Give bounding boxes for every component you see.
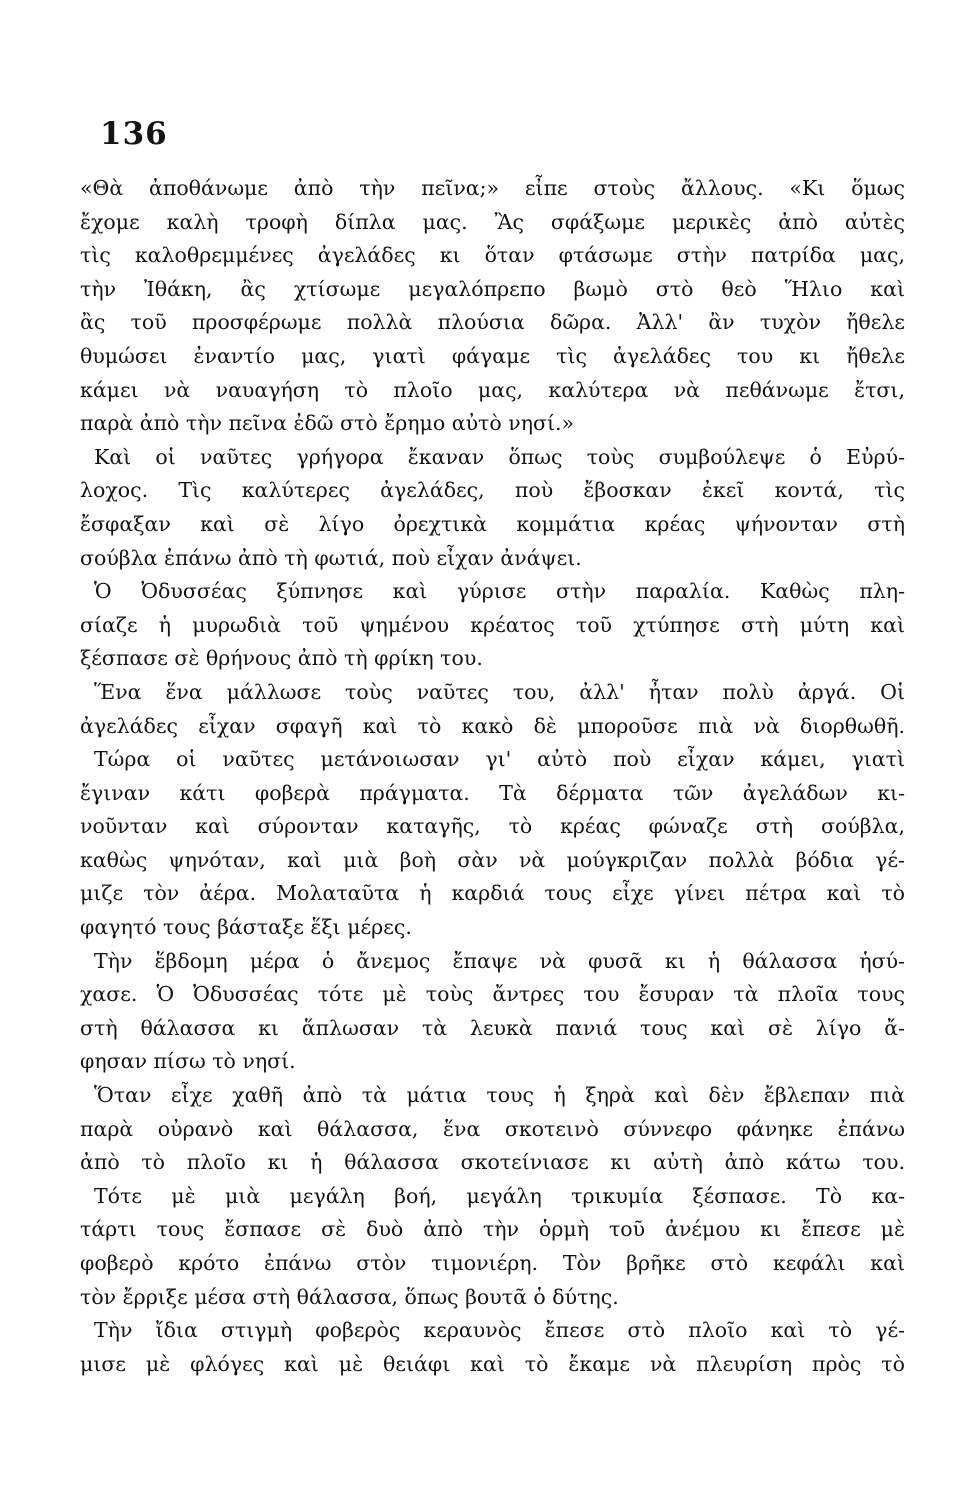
text-line: Τώρα οἱ ναῦτες μετάνοιωσαν γι' αὐτὸ ποὺ εἶχαν κάμει, γιατὶ (94, 747, 905, 772)
text-line: Ἕνα ἕνα μάλλωσε τοὺς ναῦτες του, ἀλλ' ἦταν πολὺ ἀργά. Οἱ (94, 679, 905, 704)
text-line: «Θὰ ἀποθάνωμε ἀπὸ τὴν πεῖνα;» εἶπε στοὺς ἄλλους. «Κι ὅμως (80, 176, 905, 200)
text-line: κάμει νὰ ναυαγήση τὸ πλοῖο μας, καλύτερα νὰ πεθάνωμε ἔτσι, (80, 377, 905, 402)
text-line: φοβερὸ κρότο ἐπάνω στὸν τιμονιέρη. Τὸν βρῆκε στὸ κεφάλι καὶ (80, 1251, 905, 1275)
text-line: μισε μὲ φλόγες καὶ μὲ θειάφι καὶ τὸ ἔκαμε νὰ πλευρίση πρὸς τὸ (80, 1351, 905, 1376)
text-line: θυμώσει ἐναντίο μας, γιατὶ φάγαμε τὶς ἀγελάδες του κι ἤθελε (80, 343, 905, 368)
page-number: 136 (100, 116, 168, 152)
text-line: φησαν πίσω τὸ νησί. (80, 1049, 296, 1074)
text-line: Τὴν ἕβδομη μέρα ὁ ἄνεμος ἔπαψε νὰ φυσᾶ κι ἡ θάλασσα ἡσύ- (94, 948, 905, 973)
text-line: ἔσφαξαν καὶ σὲ λίγο ὀρεχτικὰ κομμάτια κρέας ψήνονταν στὴ (80, 511, 905, 536)
text-line: καθὼς ψηνόταν, καὶ μιὰ βοὴ σὰν νὰ μούγκριζαν πολλὰ βόδια γέ- (80, 847, 905, 872)
text-line: ἔχομε καλὴ τροφὴ δίπλα μας. Ἂς σφάξωμε μερικὲς ἀπὸ αὐτὲς (80, 209, 905, 234)
text-line: τὶς καλοθρεμμένες ἀγελάδες κι ὅταν φτάσωμε στὴν πατρίδα μας, (80, 243, 905, 268)
text-line: Τότε μὲ μιὰ μεγάλη βοή, μεγάλη τρικυμία ξέσπασε. Τὸ κα- (94, 1183, 905, 1208)
text-line: τὸν ἔρριξε μέσα στὴ θάλασσα, ὅπως βουτᾶ ὁ δύτης. (80, 1284, 619, 1309)
text-line: τάρτι τους ἔσπασε σὲ δυὸ ἀπὸ τὴν ὁρμὴ τοῦ ἀνέμου κι ἔπεσε μὲ (80, 1217, 905, 1242)
text-line: παρὰ οὐρανὸ καὶ θάλασσα, ἕνα σκοτεινὸ σύννεφο φάνηκε ἐπάνω (80, 1116, 905, 1141)
text-line: Καὶ οἱ ναῦτες γρήγορα ἔκαναν ὅπως τοὺς συμβούλεψε ὁ Εὐρύ- (94, 444, 905, 469)
text-line: ἀπὸ τὸ πλοῖο κι ἡ θάλασσα σκοτείνιασε κι αὐτὴ ἀπὸ κάτω του. (80, 1150, 905, 1175)
text-line: στὴ θάλασσα κι ἅπλωσαν τὰ λευκὰ πανιά τους καὶ σὲ λίγο ἄ- (80, 1015, 905, 1040)
text-line: φαγητό τους βάσταξε ἕξι μέρες. (80, 915, 412, 940)
text-line: ἀγελάδες εἶχαν σφαγῆ καὶ τὸ κακὸ δὲ μποροῦσε πιὰ νὰ διορθωθῆ. (80, 713, 905, 738)
text-line: χασε. Ὁ Ὀδυσσέας τότε μὲ τοὺς ἄντρες του ἔσυραν τὰ πλοῖα τους (80, 982, 905, 1007)
text-line: ἔγιναν κάτι φοβερὰ πράγματα. Τὰ δέρματα τῶν ἀγελάδων κι- (80, 780, 905, 805)
text-line: μιζε τὸν ἀέρα. Μολαταῦτα ἡ καρδιά τους εἶχε γίνει πέτρα καὶ τὸ (80, 881, 905, 906)
text-line: Τὴν ἴδια στιγμὴ φοβερὸς κεραυνὸς ἔπεσε στὸ πλοῖο καὶ τὸ γέ- (94, 1318, 905, 1343)
text-line: Ὁ Ὀδυσσέας ξύπνησε καὶ γύρισε στὴν παραλία. Καθὼς πλη- (94, 579, 905, 604)
text-line: Ὅταν εἶχε χαθῆ ἀπὸ τὰ μάτια τους ἡ ξηρὰ καὶ δὲν ἔβλεπαν πιὰ (94, 1083, 905, 1108)
text-line: σίαζε ἡ μυρωδιὰ τοῦ ψημένου κρέατος τοῦ χτύπησε στὴ μύτη καὶ (80, 612, 905, 637)
text-line: λοχος. Τὶς καλύτερες ἀγελάδες, ποὺ ἔβοσκαν ἐκεῖ κοντά, τὶς (80, 478, 905, 503)
text-line: νοῦνταν καὶ σύρονταν καταγῆς, τὸ κρέας φώναζε στὴ σούβλα, (80, 814, 905, 839)
text-line: ἂς τοῦ προσφέρωμε πολλὰ πλούσια δῶρα. Ἀλλ' ἂν τυχὸν ἤθελε (80, 310, 905, 335)
text-line: παρὰ ἀπὸ τὴν πεῖνα ἐδῶ στὸ ἔρημο αὐτὸ νησί.» (80, 411, 575, 436)
body-text (80, 172, 905, 1381)
text-line: ξέσπασε σὲ θρήνους ἀπὸ τὴ φρίκη του. (80, 646, 483, 671)
text-line: σούβλα ἐπάνω ἀπὸ τὴ φωτιά, ποὺ εἶχαν ἀνάψει. (80, 545, 582, 570)
text-line: τὴν Ἰθάκη, ἂς χτίσωμε μεγαλόπρεπο βωμὸ στὸ θεὸ Ἥλιο καὶ (80, 276, 905, 301)
